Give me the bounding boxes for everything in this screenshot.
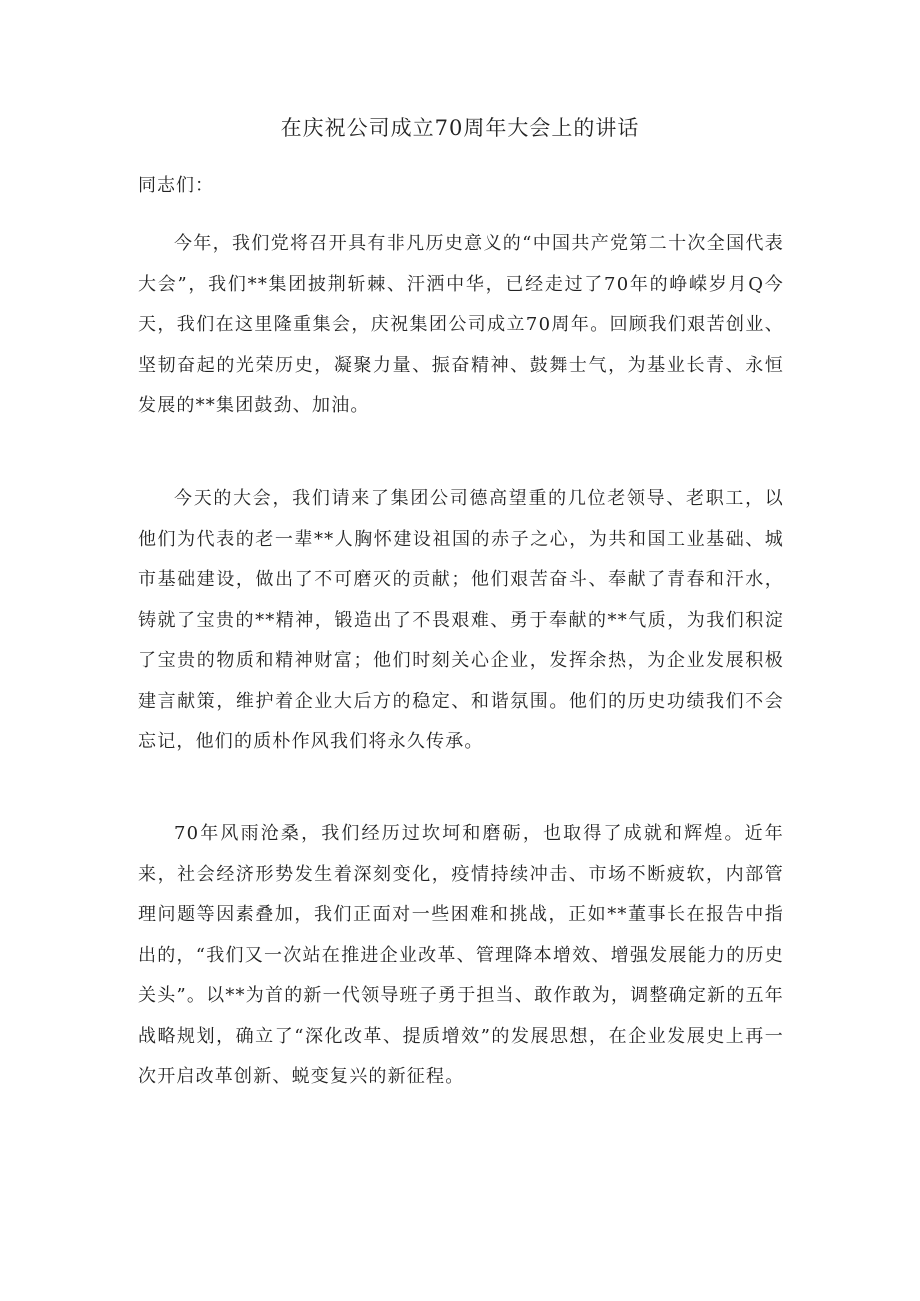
paragraph-2: 今天的大会，我们请来了集团公司德高望重的几位老领导、老职工，以他们为代表的老一辈**人胸怀建设祖国的赤子之心，为共和国工业基础、城市基础建设，做出了不可磨灭的贡献；他们艰苦奋斗、奉献了青春和汗水，铸就了宝贵的**精神，锻造出了不畏艰难、勇于奉献的**气质，为我们积淀了宝贵的物质和精神财富；他们时刻关心企业，发挥余热，为企业发展积极建言献策，维护着企业大后方的稳定、和谐氛围。他们的历史功绩我们不会忘记，他们的质朴作风我们将永久传承。 — [138, 488, 784, 752]
paragraph-1: 今年，我们党将召开具有非凡历史意义的“中国共产党第二十次全国代表大会”，我们**集团披荆斩棘、汗洒中华，已经走过了70年的峥嵘岁月Q今天，我们在这里隆重集会，庆祝集团公司成立70周年。回顾我们艰苦创业、坚韧奋起的光荣历史，凝聚力量、振奋精神、鼓舞士气，为基业长青、永恒发展的**集团鼓劲、加油。 — [138, 233, 784, 416]
salutation: 同志们： — [138, 175, 214, 196]
paragraph-3: 70年风雨沧桑，我们经历过坎坷和磨砺，也取得了成就和辉煌。近年来，社会经济形势发生着深刻变化，疫情持续冲击、市场不断疲软，内部管理问题等因素叠加，我们正面对一些困难和挑战，正如**董事长在报告中指出的，“我们又一次站在推进企业改革、管理降本增效、增强发展能力的历史关头”。以**为首的新一代领导班子勇于担当、敢作敢为，调整确定新的五年战略规划，确立了“深化改革、提质增效”的发展思想，在企业发展史上再一次开启改革创新、蜕变复兴的新征程。 — [138, 823, 784, 1087]
document-title: 在庆祝公司成立70周年大会上的讲话 — [280, 116, 640, 140]
